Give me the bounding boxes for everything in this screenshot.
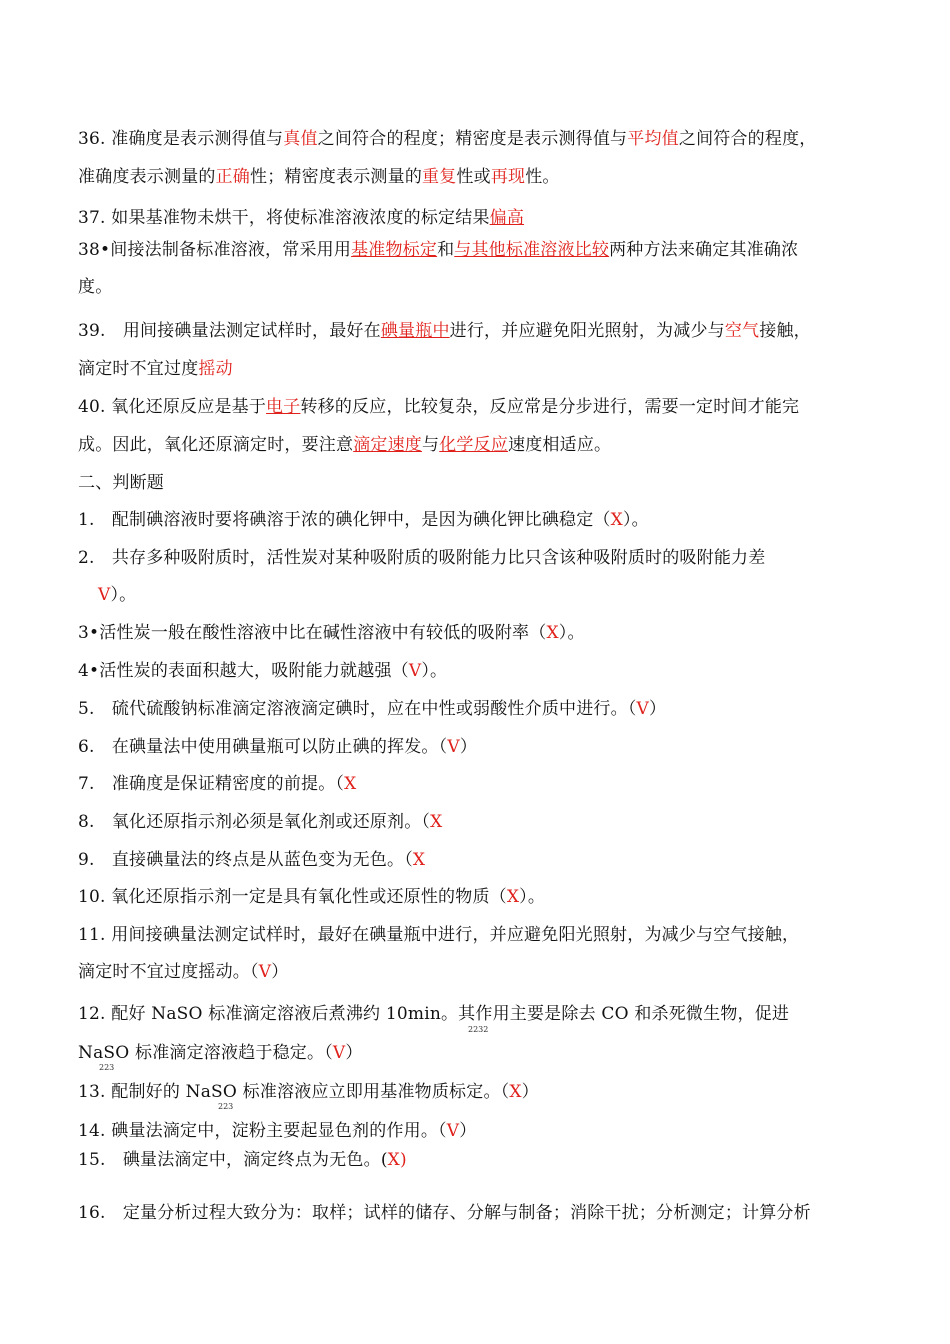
q36-text: 之间符合的程度， <box>678 129 817 149</box>
judge-text: ）。 <box>519 887 546 907</box>
judge-text: 2. 共存多种吸附质时，活性炭对某种吸附质的吸附能力比只含该种吸附质时的吸附能力差 <box>78 548 766 568</box>
q36-text: 性或 <box>456 167 491 187</box>
judge-text: 1. 配制碘溶液时要将碘溶于浓的碘化钾中，是因为碘化钾比碘稳定（ <box>78 510 611 530</box>
judge-text: NaSO 标准滴定溶液趋于稳定。（ <box>78 1043 333 1063</box>
judge-text: 5. 硫代硫酸钠标准滴定溶液滴定碘时，应在中性或弱酸性介质中进行。（ <box>78 699 637 719</box>
subscript-label: 223 <box>99 1063 115 1072</box>
q38-text: 和 <box>437 240 455 260</box>
q39-answer-1: 碘量瓶中 <box>380 321 450 341</box>
q38-text: 度。 <box>78 277 113 297</box>
q39-text: 接触， <box>759 321 811 341</box>
q40-answer-1: 电子 <box>266 397 301 417</box>
judge-text: 13. 配制好的 NaSO 标准溶液应立即用基准物质标定。（ <box>78 1082 510 1102</box>
judge-text: 8. 氧化还原指示剂必须是氧化剂或还原剂。（ <box>78 812 431 832</box>
judge-item-4 <box>78 660 900 682</box>
q39-text: 进行，并应避免阳光照射，为减少与 <box>449 321 725 341</box>
judge-text: 4•活性炭的表面积越大，吸附能力就越强（ <box>78 661 409 681</box>
q36-answer-true-value: 真值 <box>283 129 318 149</box>
q39-answer-3: 摇动 <box>198 359 233 379</box>
judge-answer: V <box>332 1043 346 1063</box>
judge-text: ） <box>271 962 289 982</box>
judge-item-8 <box>78 811 900 833</box>
q38-line-2 <box>78 276 900 298</box>
judge-answer: V <box>447 737 460 757</box>
judge-answer: V <box>408 661 422 681</box>
subscript-label: 223 <box>218 1102 234 1111</box>
q39-line-2 <box>78 358 900 380</box>
q38-text: 38•间接法制备标准溶液，常采用用 <box>78 240 352 260</box>
judge-text: ) <box>399 1150 407 1170</box>
judge-item-1 <box>78 509 900 531</box>
judge-item-5 <box>78 698 900 720</box>
q40-line-1 <box>78 396 900 418</box>
q40-answer-3: 化学反应 <box>439 435 509 455</box>
judge-answer: X <box>506 887 520 907</box>
judge-answer: X <box>430 812 443 832</box>
q36-line-1 <box>78 128 900 150</box>
q36-text: 性；精密度表示测量的 <box>250 167 423 187</box>
q40-text: 与 <box>422 435 440 455</box>
q36-answer-reproduce: 再现 <box>490 167 526 187</box>
judge-text: 7. 准确度是保证精密度的前提。（ <box>78 774 345 794</box>
judge-item-2-cont <box>78 584 900 606</box>
judge-item-11-cont <box>78 961 900 983</box>
judge-answer: X <box>610 510 623 530</box>
q40-text: 40. 氧化还原反应是基于 <box>78 397 267 417</box>
judge-answer: X <box>546 623 559 643</box>
q40-text: 速度相适应。 <box>508 435 612 455</box>
q38-line-1 <box>78 239 900 261</box>
judge-answer: V <box>636 699 650 719</box>
q37-line <box>78 207 900 229</box>
judge-text: 16. 定量分析过程大致分为：取样；试样的储存、分解与制备；消除干扰；分析测定；计算分析 <box>78 1203 811 1223</box>
q37-text: 37. 如果基准物未烘干，将使标准溶液浓度的标定结果 <box>78 208 490 228</box>
judge-text: 12. 配好 NaSO 标准滴定溶液后煮沸约 10min。其作用主要是除去 CO 和杀死微生物，促进 <box>78 1004 790 1024</box>
q36-text: 之间符合的程度；精密度是表示测得值与 <box>317 129 628 149</box>
judge-text: 10. 氧化还原指示剂一定是具有氧化性或还原性的物质（ <box>78 887 507 907</box>
q40-text: 成。因此，氧化还原滴定时，要注意 <box>78 435 354 455</box>
judge-answer: V <box>446 1121 460 1141</box>
judge-text: ） <box>649 699 667 719</box>
judge-answer: V <box>258 962 272 982</box>
judge-text: ） <box>345 1043 363 1063</box>
q40-line-2 <box>78 434 900 456</box>
q38-text: 两种方法来确定其准确浓 <box>609 240 799 260</box>
q39-text: 滴定时不宜过度 <box>78 359 199 379</box>
q40-text: 转移的反应，比较复杂，反应常是分步进行，需要一定时间才能完 <box>300 397 800 417</box>
judge-item-14 <box>78 1120 900 1142</box>
judge-text: 9. 直接碘量法的终点是从蓝色变为无色。（ <box>78 850 413 870</box>
judge-item-3 <box>78 622 900 644</box>
q36-answer-correct: 正确 <box>215 167 251 187</box>
judge-answer: X <box>344 774 357 794</box>
section-title: 二、判断题 <box>78 473 164 493</box>
judge-text: 滴定时不宜过度摇动。（ <box>78 962 259 982</box>
q36-text: 36. 准确度是表示测得值与 <box>78 129 284 149</box>
q36-answer-mean: 平均值 <box>627 129 679 149</box>
judge-item-10 <box>78 886 900 908</box>
judge-item-11 <box>78 924 900 946</box>
q37-answer: 偏高 <box>489 208 525 228</box>
judge-text: 3•活性炭一般在酸性溶液中比在碱性溶液中有较低的吸附率（ <box>78 623 547 643</box>
q39-line-1 <box>78 320 900 342</box>
judge-text: ）。 <box>622 510 649 530</box>
judge-item-12-cont <box>78 1042 900 1064</box>
judge-text: 11. 用间接碘量法测定试样时，最好在碘量瓶中进行，并应避免阳光照射，为减少与空气接触， <box>78 925 800 945</box>
q40-answer-2: 滴定速度 <box>353 435 423 455</box>
judge-text: ）。 <box>110 585 137 605</box>
judge-item-6 <box>78 736 900 758</box>
judge-text: ） <box>521 1082 539 1102</box>
subscript-label: 2232 <box>468 1025 489 1034</box>
q38-answer-2: 与其他标准溶液比较 <box>454 240 610 260</box>
judge-item-12 <box>78 1003 900 1025</box>
q36-text: 准确度表示测量的 <box>78 167 216 187</box>
judge-answer: X <box>509 1082 522 1102</box>
judge-text: 6. 在碘量法中使用碘量瓶可以防止碘的挥发。（ <box>78 737 448 757</box>
judge-text: 14. 碘量法滴定中，淀粉主要起显色剂的作用。（ <box>78 1121 447 1141</box>
judge-item-13 <box>78 1081 900 1103</box>
q36-answer-repeat: 重复 <box>422 167 457 187</box>
judge-text: ） <box>459 1121 477 1141</box>
judge-item-15 <box>78 1149 900 1171</box>
judge-item-9 <box>78 849 900 871</box>
judge-text: ） <box>459 737 478 757</box>
q36-line-2 <box>78 166 900 188</box>
judge-text: ）。 <box>558 623 585 643</box>
judge-item-16 <box>78 1202 900 1224</box>
judge-text: ）。 <box>421 661 448 681</box>
judge-text: 15. 碘量法滴定中，滴定终点为无色。( <box>78 1150 388 1170</box>
q39-text: 39. 用间接碘量法测定试样时，最好在 <box>78 321 381 341</box>
judge-answer: V <box>98 585 111 605</box>
judge-item-7 <box>78 773 900 795</box>
q39-answer-2: 空气 <box>724 321 760 341</box>
judge-item-2 <box>78 547 900 569</box>
q36-text: 性。 <box>525 167 560 187</box>
judge-answer: X <box>387 1150 400 1170</box>
q38-answer-1: 基准物标定 <box>351 240 438 260</box>
judge-answer: X <box>412 850 426 870</box>
